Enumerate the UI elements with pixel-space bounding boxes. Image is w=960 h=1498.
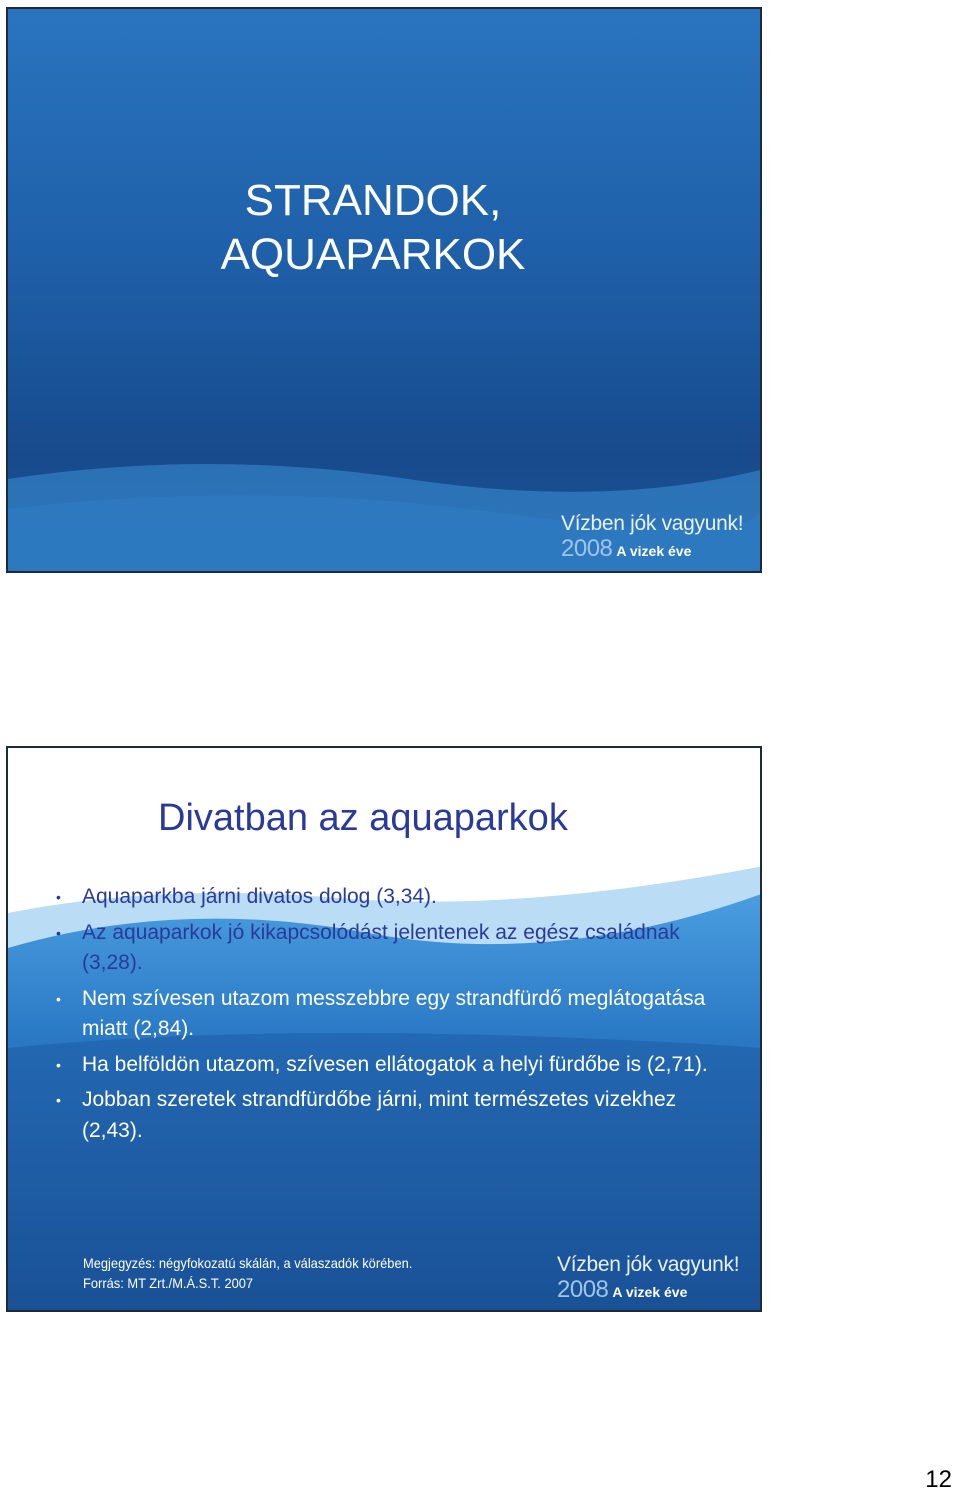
list-item: • Az aquaparkok jó kikapcsolódást jelentenek az egész családnak (3,28). [56,920,680,974]
source-note: Megjegyzés: négyfokozatú skálán, a válaszadók körében. Forrás: MT Zrt./M.Á.S.T. 2007 [83,1255,413,1291]
list-item: • Aquaparkba járni divatos dolog (3,34). [56,885,437,908]
vizek-eve-logo: Vízben jók vagyunk! 2008 A vizek éve [557,1253,740,1303]
content-slide [6,746,762,1312]
list-item: • Nem szívesen utazom messzebbre egy strandfürdő meglátogatása miatt (2,84). [56,986,706,1040]
title-slide [6,7,762,573]
list-item: • Ha belföldön utazom, szívesen ellátogatok a helyi fürdőbe is (2,71). [56,1052,708,1076]
page-number: 12 [925,1466,952,1493]
bullet-list [56,882,716,1151]
list-item: • Jobban szeretek strandfürdőbe járni, mint természetes vizekhez (2,43). [56,1088,677,1142]
wave-background [8,9,762,573]
slide-title: STRANDOK, AQUAPARKOK [220,176,526,279]
vizek-eve-logo: Vízben jók vagyunk! 2008 A vizek éve [561,512,744,562]
slide-title: Divatban az aquaparkok [158,797,568,839]
